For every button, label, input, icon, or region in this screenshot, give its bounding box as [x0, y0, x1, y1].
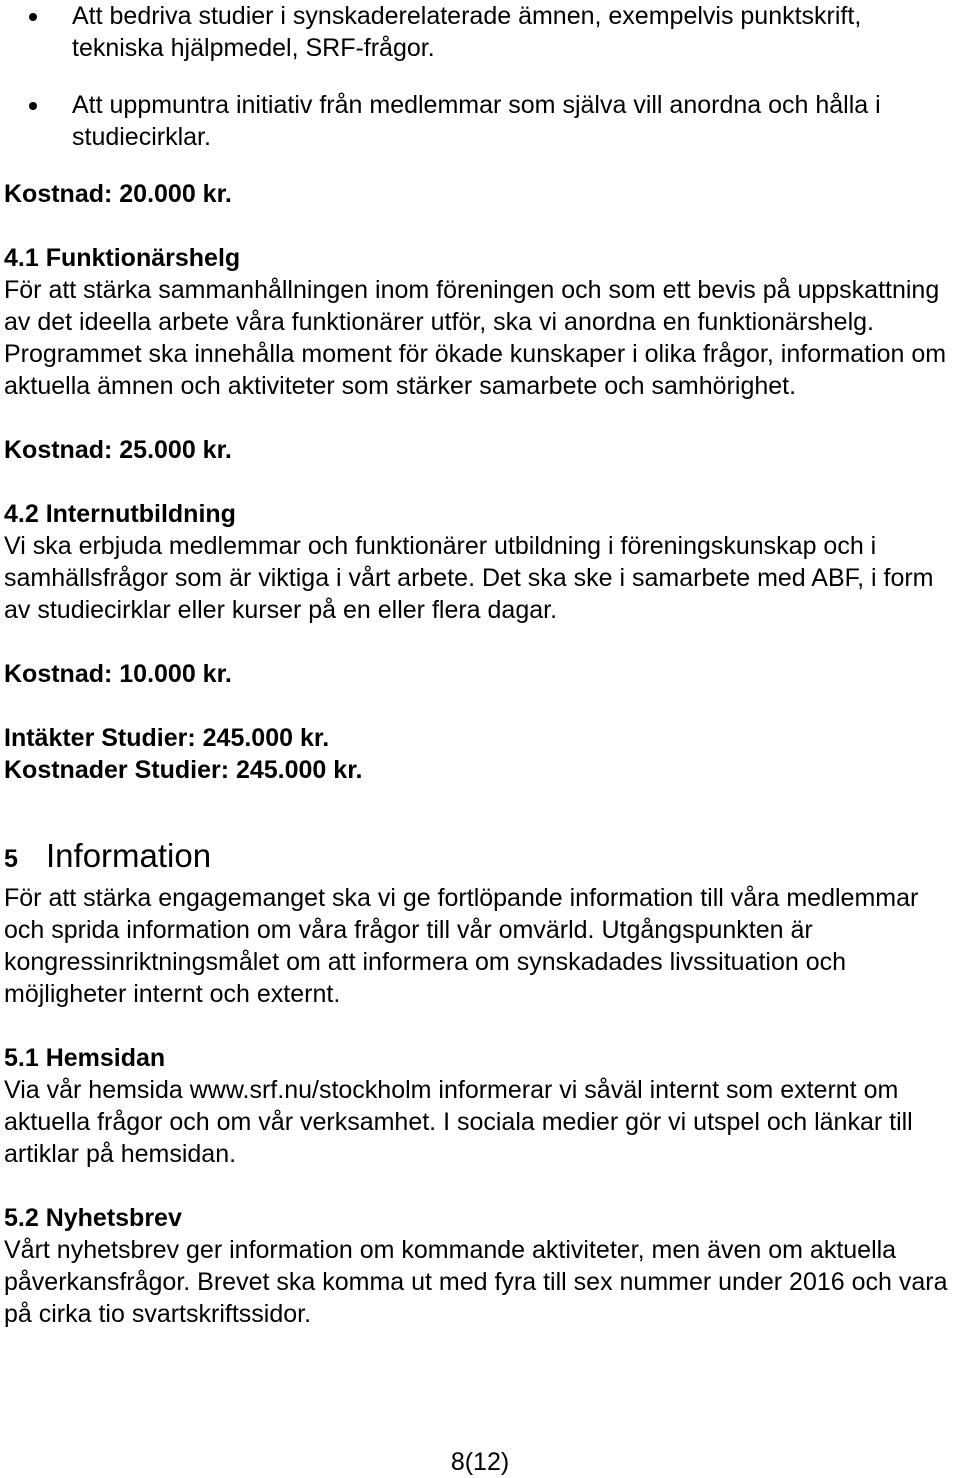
bullet-list [4, 0, 956, 153]
section-heading-5-2: 5.2 Nyhetsbrev [4, 1204, 182, 1232]
section-heading-4-1: 4.1 Funktionärshelg [4, 244, 241, 272]
section-title: Information [46, 837, 212, 874]
bullet-text: Att uppmuntra initiativ från medlemmar som själva vill anordna och hålla i studiecirklar. [72, 91, 881, 151]
document-page [4, 0, 956, 1330]
bullet-item [4, 89, 956, 153]
bullet-text: Att bedriva studier i synskaderelaterade ämnen, exempelvis punktskrift, tekniska hjälpmedel, SRF-frågor. [72, 2, 862, 62]
section-body-4-1: För att stärka sammanhållningen inom föreningen och som ett bevis på uppskattning av det ideella arbete våra funktionärer utför, ska vi anordna en funktionärshelg. Programmet ska innehålla moment för ökade kunskaper i olika frågor, information om aktuella ämnen och aktiviteter som stärker samarbete och samhörighet. [4, 276, 947, 400]
section-body-5-1: Via vår hemsida www.srf.nu/stockholm informerar vi såväl internt som externt om aktuella frågor och om vår verksamhet. I sociala medier gör vi utspel och länkar till artiklar på hemsidan. [4, 1076, 913, 1168]
cost-line: Kostnad: 25.000 kr. [4, 436, 232, 464]
page-number: 8(12) [450, 1448, 510, 1476]
section-heading-5 [4, 837, 956, 882]
bullet-icon [29, 102, 37, 110]
section-body-4-2: Vi ska erbjuda medlemmar och funktionärer utbildning i föreningskunskap och i samhällsfrågor som är viktiga i vårt arbete. Det ska ske i samarbete med ABF, i form av studiecirklar eller kurser på en eller flera dagar. [4, 532, 934, 624]
bullet-icon [29, 13, 37, 21]
section-body-5: För att stärka engagemanget ska vi ge fortlöpande information till våra medlemmar och sprida information om våra frågor till vår omvärld. Utgångspunkten är kongressinriktningsmålet om att informera om synskadades livssituation och möjligheter internt och externt. [4, 884, 919, 1008]
section-body-5-2: Vårt nyhetsbrev ger information om kommande aktiviteter, men även om aktuella påverkansfrågor. Brevet ska komma ut med fyra till sex nummer under 2016 och vara på cirka tio svartskriftssidor. [4, 1236, 948, 1328]
bullet-item [4, 0, 956, 64]
section-heading-4-2: 4.2 Internutbildning [4, 500, 236, 528]
cost-line: Kostnad: 10.000 kr. [4, 660, 232, 688]
section-number: 5 [4, 845, 18, 873]
cost-line: Kostnad: 20.000 kr. [4, 180, 232, 208]
section-heading-5-1: 5.1 Hemsidan [4, 1044, 166, 1072]
total-income: Intäkter Studier: 245.000 kr. [4, 724, 330, 752]
total-costs: Kostnader Studier: 245.000 kr. [4, 756, 363, 784]
